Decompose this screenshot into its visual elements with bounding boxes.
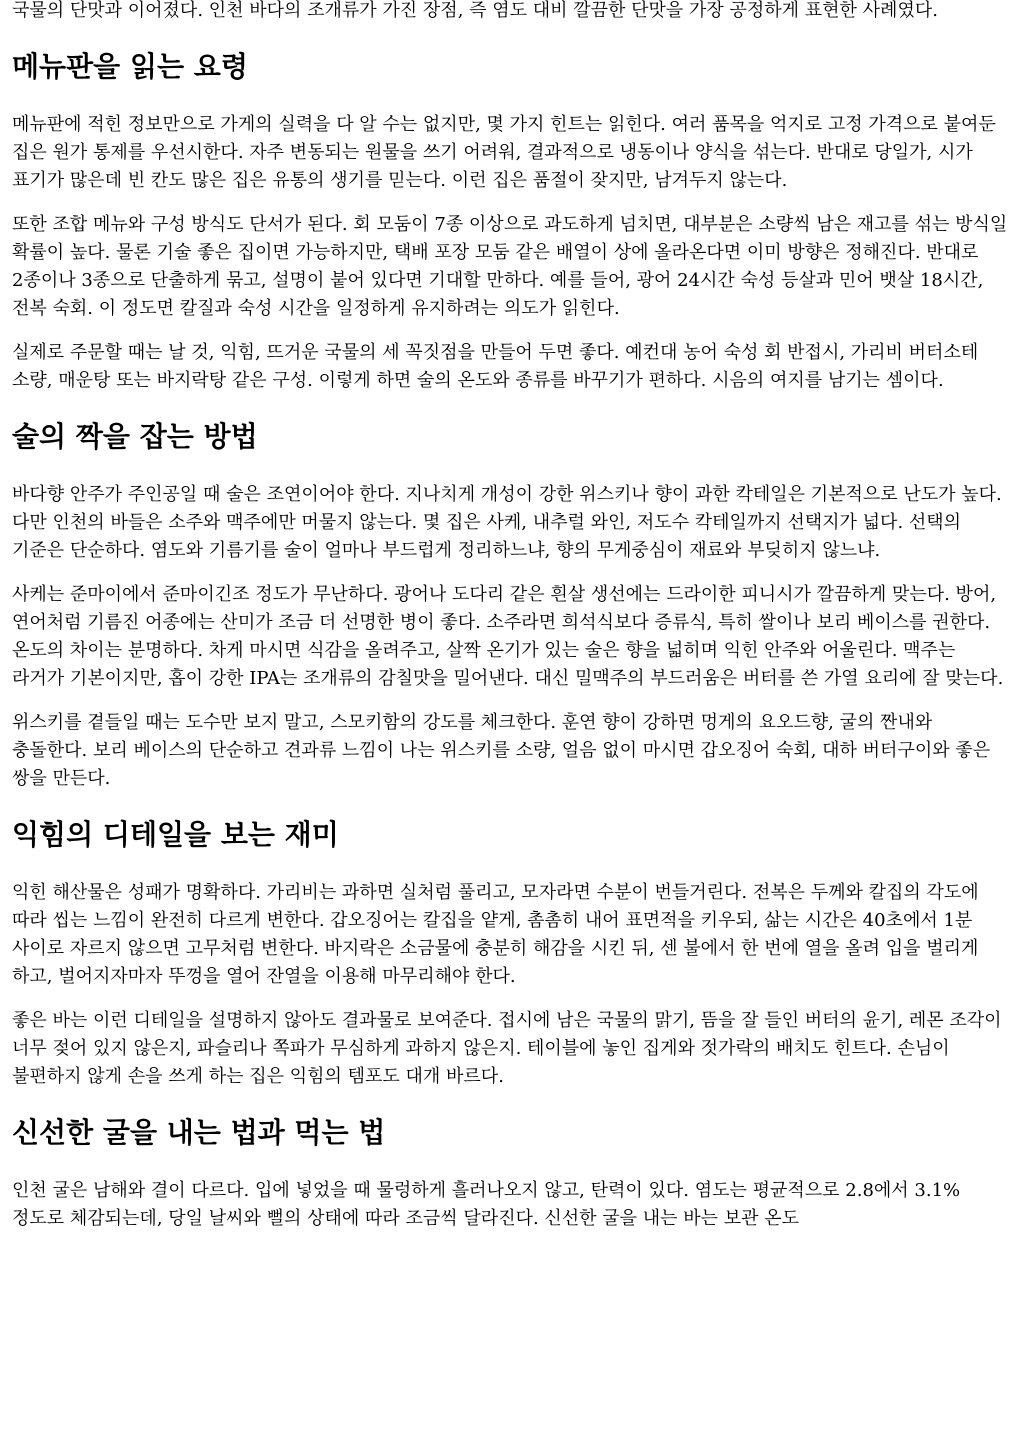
- paragraph: 메뉴판에 적힌 정보만으로 가게의 실력을 다 알 수는 없지만, 몇 가지 힌트는 읽힌다. 여러 품목을 억지로 고정 가격으로 붙여둔 집은 원가 통제를 우선시한다. 자주 변동되는 원물을 쓰기 어려워, 결과적으로 냉동이나 양식을 섞는다. 반대로 당일가, 시가 표기가 많은데 빈 칸도 많은 집은 유통의 생기를 믿는다. 이런 집은 품절이 잦지만, 남겨두지 않는다.: [12, 114, 996, 191]
- section-heading-oysters: 신선한 굴을 내는 법과 먹는 법: [12, 1116, 386, 1149]
- paragraph: 바다향 안주가 주인공일 때 술은 조연이어야 한다. 지나치게 개성이 강한 위스키나 향이 과한 칵테일은 기본적으로 난도가 높다. 다만 인천의 바들은 소주와 맥주에만 머물지 않는다. 몇 집은 사케, 내추럴 와인, 저도수 칵테일까지 선택지가 넓다. 선택의 기준은 단순하다. 염도와 기름기를 술이 얼마나 부드럽게 정리하느냐, 향의 무게중심이 재료와 부딪히지 않느냐.: [12, 484, 1002, 561]
- intro-paragraph: 국물의 단맛과 이어졌다. 인천 바다의 조개류가 가진 장점, 즉 염도 대비 깔끔한 단맛을 가장 공정하게 표현한 사례였다.: [12, 0, 938, 21]
- paragraph: 익힌 해산물은 성패가 명확하다. 가리비는 과하면 실처럼 풀리고, 모자라면 수분이 번들거린다. 전복은 두께와 칼집의 각도에 따라 씹는 느낌이 완전히 다르게 변한다. 갑오징어는 칼집을 얕게, 촘촘히 내어 표면적을 키우되, 삶는 시간은 40초에서 1분 사이로 자르지 않으면 고무처럼 변한다. 바지락은 소금물에 충분히 해감을 시킨 뒤, 센 불에서 한 번에 열을 올려 입을 벌리게 하고, 벌어지자마자 뚜껑을 열어 잔열을 이용해 마무리해야 한다.: [12, 882, 979, 987]
- paragraph: 사케는 준마이에서 준마이긴조 정도가 무난하다. 광어나 도다리 같은 흰살 생선에는 드라이한 피니시가 깔끔하게 맞는다. 방어, 연어처럼 기름진 어종에는 산미가 조금 더 선명한 병이 좋다. 소주라면 희석식보다 증류식, 특히 쌀이나 보리 베이스를 권한다. 온도의 차이는 분명하다. 차게 마시면 식감을 올려주고, 살짝 온기가 있는 술은 향을 넓히며 익힌 안주와 어울린다. 맥주는 라거가 기본이지만, 홉이 강한 IPA는 조개류의 감칠맛을 밀어낸다. 대신 밀맥주의 부드러움은 버터를 쓴 가열 요리에 잘 맞는다.: [12, 584, 1004, 689]
- article-body: [12, 0, 1012, 1249]
- paragraph: 좋은 바는 이런 디테일을 설명하지 않아도 결과물로 보여준다. 접시에 남은 국물의 맑기, 뜸을 잘 들인 버터의 윤기, 레몬 조각이 너무 젖어 있지 않은지, 파슬리나 쪽파가 무심하게 과하지 않은지. 테이블에 놓인 집게와 젓가락의 배치도 힌트다. 손님이 불편하지 않게 손을 쓰게 하는 집은 익힘의 템포도 대개 바르다.: [12, 1010, 1002, 1087]
- section-heading-drink-pairing: 술의 짝을 잡는 방법: [12, 420, 258, 453]
- paragraph: 위스키를 곁들일 때는 도수만 보지 말고, 스모키함의 강도를 체크한다. 훈연 향이 강하면 멍게의 요오드향, 굴의 짠내와 충돌한다. 보리 베이스의 단순하고 견과류 느낌이 나는 위스키를 소량, 얼음 없이 마시면 갑오징어 숙회, 대하 버터구이와 좋은 쌍을 만든다.: [12, 712, 991, 789]
- paragraph: 실제로 주문할 때는 날 것, 익힘, 뜨거운 국물의 세 꼭짓점을 만들어 두면 좋다. 예컨대 농어 숙성 회 반접시, 가리비 버터소테 소량, 매운탕 또는 바지락탕 같은 구성. 이렇게 하면 술의 온도와 종류를 바꾸기가 편하다. 시음의 여지를 남기는 셈이다.: [12, 342, 979, 391]
- paragraph: 인천 굴은 남해와 결이 다르다. 입에 넣었을 때 물렁하게 흘러나오지 않고, 탄력이 있다. 염도는 평균적으로 2.8에서 3.1% 정도로 체감되는데, 당일 날씨와 뻘의 상태에 따라 조금씩 달라진다. 신선한 굴을 내는 바는 보관 온도: [12, 1180, 961, 1229]
- paragraph: 또한 조합 메뉴와 구성 방식도 단서가 된다. 회 모둠이 7종 이상으로 과도하게 넘치면, 대부분은 소량씩 남은 재고를 섞는 방식일 확률이 높다. 물론 기술 좋은 집이면 가능하지만, 택배 포장 모둠 같은 배열이 상에 올라온다면 이미 방향은 정해진다. 반대로 2종이나 3종으로 단출하게 묶고, 설명이 붙어 있다면 기대할 만하다. 예를 들어, 광어 24시간 숙성 등살과 민어 뱃살 18시간, 전복 숙회. 이 정도면 칼질과 숙성 시간을 일정하게 유지하려는 의도가 읽힌다.: [12, 214, 1008, 319]
- section-heading-cooking-detail: 익힘의 디테일을 보는 재미: [12, 818, 339, 851]
- section-heading-menu: 메뉴판을 읽는 요령: [12, 50, 248, 83]
